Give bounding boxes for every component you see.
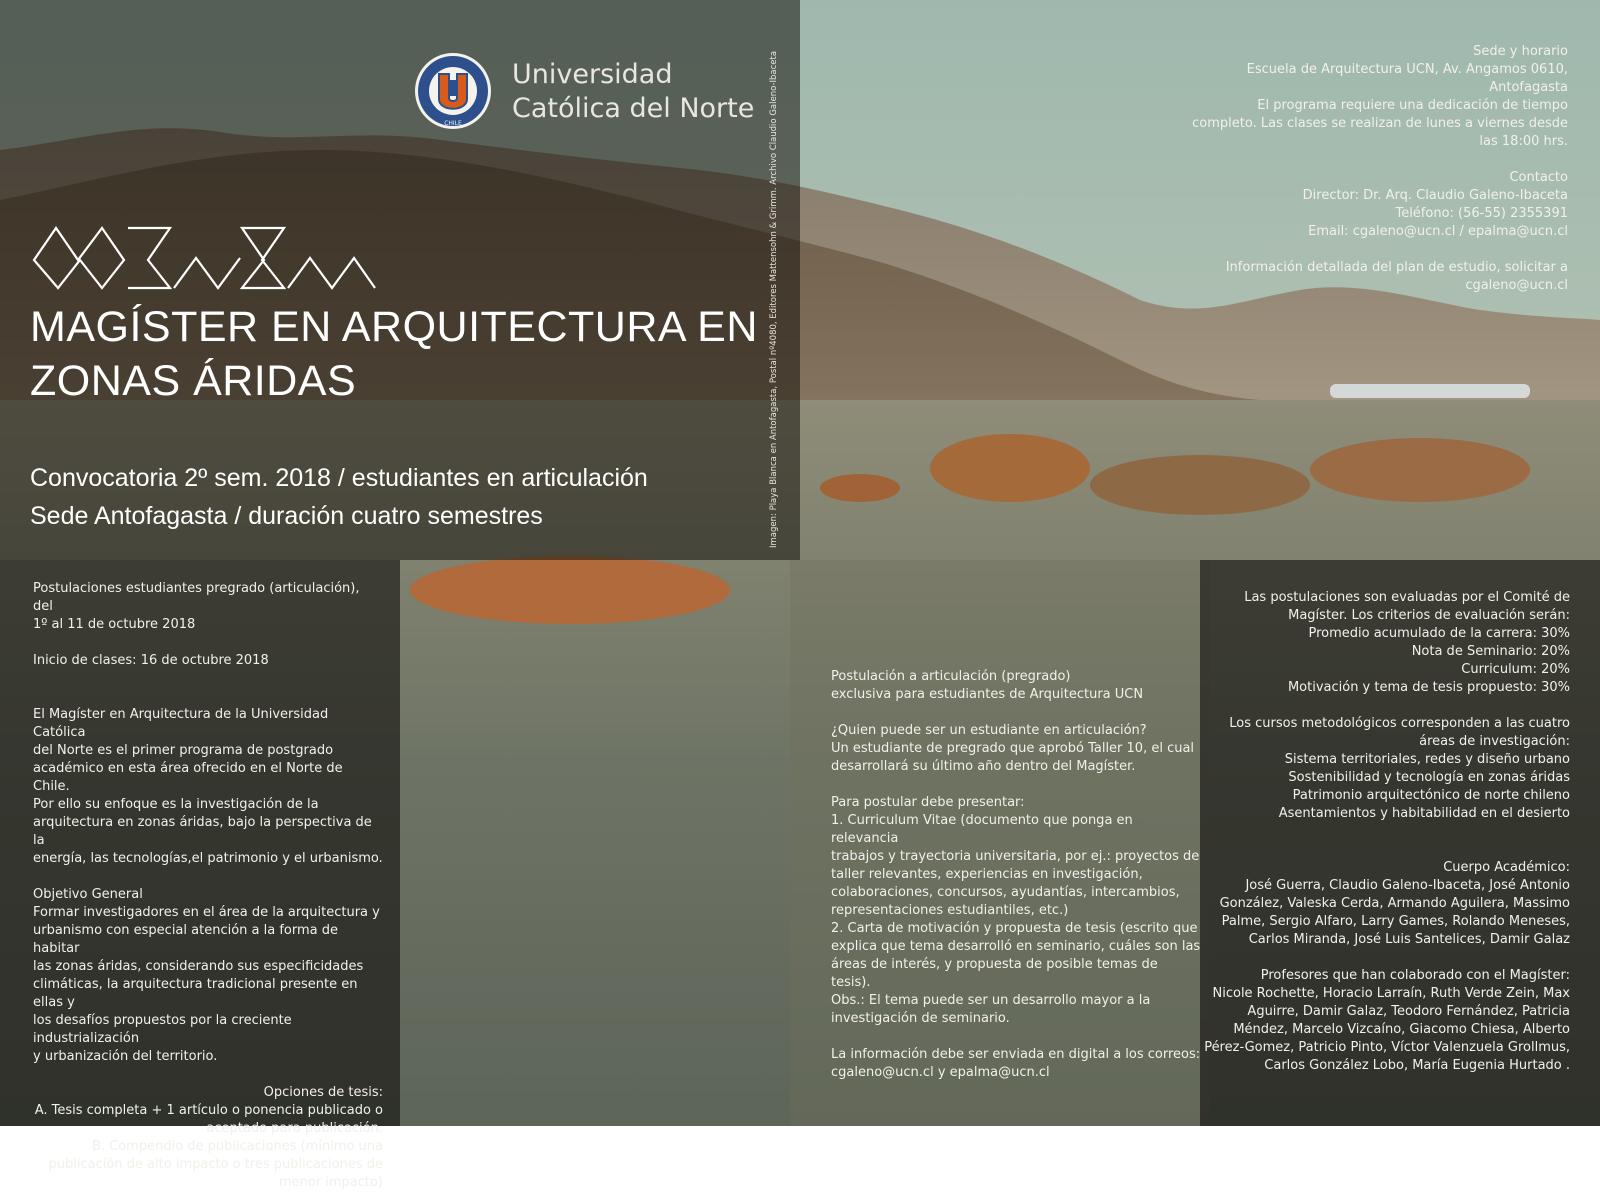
opciones-tesis <box>33 1084 383 1192</box>
university-name-line2: Católica del Norte <box>512 93 755 124</box>
criteria-item: Promedio acumulado de la carrera: 30% <box>1308 626 1570 641</box>
requirement-line: trabajos y trayectoria universitaria, por ej.: proyectos de <box>831 849 1200 864</box>
postulaciones-line1: Postulaciones estudiantes pregrado (articulación), del <box>33 581 360 614</box>
send-line2: cgaleno@ucn.cl y epalma@ucn.cl <box>831 1065 1050 1080</box>
requirement-line: colaboraciones, concursos, ayudantías, intercambios, <box>831 885 1180 900</box>
objetivo-line: urbanismo con especial atención a la forma de habitar <box>33 923 338 956</box>
contacto-director: Director: Dr. Arq. Claudio Galeno-Ibaceta <box>1302 188 1568 203</box>
cuerpo-line: Carlos Miranda, José Luis Santelices, Damir Galaz <box>1248 932 1570 947</box>
objetivo-line: Formar investigadores en el área de la arquitectura y <box>33 905 380 920</box>
send-line1: La información debe ser enviada en digital a los correos: <box>831 1047 1201 1062</box>
criteria-item: Motivación y tema de tesis propuesto: 30% <box>1287 680 1570 695</box>
requirement-line: 2. Carta de motivación y propuesta de tesis (escrito que <box>831 921 1198 936</box>
sede-address-line1: Escuela de Arquitectura UCN, Av. Angamos 0610, <box>1246 62 1568 77</box>
requirement-line: áreas de interés, y propuesta de posible temas de tesis). <box>831 957 1158 990</box>
contacto-phone: Teléfono: (56-55) 2355391 <box>1395 206 1568 221</box>
objetivo-line: los desafíos propuestos por la creciente industrialización <box>33 1013 292 1046</box>
university-seal-icon <box>414 52 492 130</box>
articulacion-answer-line2: desarrollará su último año dentro del Magíster. <box>831 759 1136 774</box>
opciones-heading: Opciones de tesis: <box>263 1085 383 1100</box>
requirement-line: 1. Curriculum Vitae (documento que ponga en relevancia <box>831 813 1133 846</box>
sede-schedule-line3: las 18:00 hrs. <box>1479 134 1568 149</box>
intro-line: académico en esta área ofrecido en el Norte de Chile. <box>33 761 343 794</box>
opciones-line: menor impacto) <box>278 1175 383 1190</box>
articulacion-heading-line2: exclusiva para estudiantes de Arquitectura UCN <box>831 687 1144 702</box>
profesores-line: Méndez, Marcelo Vizcaíno, Giacomo Chiesa, Alberto <box>1233 1022 1570 1037</box>
objetivo-line: y urbanización del territorio. <box>33 1049 218 1064</box>
profesores-line: Pérez-Gomez, Patricio Pinto, Víctor Valenzuela Grollmus, <box>1204 1040 1570 1055</box>
cuerpo-heading: Cuerpo Académico: <box>1443 860 1570 875</box>
subtitle-line2: Sede Antofagasta / duración cuatro semestres <box>30 502 543 530</box>
image-credit: Imagen: Playa Blanca en Antofagasta, Postal nº4080, Editores Mattensohn & Grimm. Archivo Claudio Galeno-Ibaceta <box>769 50 779 548</box>
area-item: Patrimonio arquitectónico de norte chileno <box>1292 788 1570 803</box>
sede-heading: Sede y horario <box>1473 44 1568 59</box>
contacto-info-line1: Información detallada del plan de estudio, solicitar a <box>1225 260 1568 275</box>
contacto-email: Email: cgaleno@ucn.cl / epalma@ucn.cl <box>1308 224 1568 239</box>
contacto-heading: Contacto <box>1509 170 1568 185</box>
criteria-item: Curriculum: 20% <box>1461 662 1570 677</box>
cuerpo-line: González, Valeska Cerda, Armando Aguilera, Massimo <box>1219 896 1570 911</box>
university-name-line1: Universidad <box>512 59 673 90</box>
criteria-item: Nota de Seminario: 20% <box>1411 644 1570 659</box>
requirement-line: investigación de seminario. <box>831 1011 1010 1026</box>
university-logo <box>414 52 759 132</box>
profesores-line: Nicole Rochette, Horacio Larraín, Ruth Verde Zein, Max <box>1212 986 1570 1001</box>
intro-line: arquitectura en zonas áridas, bajo la perspectiva de la <box>33 815 372 848</box>
area-item: Asentamientos y habitabilidad en el desierto <box>1278 806 1570 821</box>
articulacion-question: ¿Quien puede ser un estudiante en articulación? <box>831 723 1147 738</box>
middle-column <box>831 668 1201 1082</box>
title-line1: MAGÍSTER EN ARQUITECTURA EN <box>30 303 758 351</box>
maza-logo <box>32 222 377 292</box>
requirement-line: representaciones estudiantiles, etc.) <box>831 903 1069 918</box>
left-column <box>33 580 383 1192</box>
opciones-line: publicación de alto impacto o tres publicaciones de <box>48 1157 383 1172</box>
objetivo-line: las zonas áridas, considerando sus especificidades <box>33 959 364 974</box>
opciones-line: A. Tesis completa + 1 artículo o ponencia publicado o <box>34 1103 383 1118</box>
cuerpo-line: José Guerra, Claudio Galeno-Ibaceta, José Antonio <box>1245 878 1570 893</box>
intro-line: del Norte es el primer programa de postgrado <box>33 743 334 758</box>
opciones-line: aceptado para publicación. <box>206 1121 383 1136</box>
contacto-info-line2: cgaleno@ucn.cl <box>1465 278 1568 293</box>
evaluation-line1: Las postulaciones son evaluadas por el Comité de <box>1244 590 1570 605</box>
intro-line: El Magíster en Arquitectura de la Universidad Católica <box>33 707 329 740</box>
university-name <box>512 58 754 126</box>
intro-line: Por ello su enfoque es la investigación de la <box>33 797 319 812</box>
right-column <box>1180 589 1570 1075</box>
opciones-line: B. Compendio de publicaciones (mínimo una <box>91 1139 383 1154</box>
inicio-clases: Inicio de clases: 16 de octubre 2018 <box>33 653 269 668</box>
requirements-heading: Para postular debe presentar: <box>831 795 1025 810</box>
sede-address-line2: Antofagasta <box>1489 80 1568 95</box>
cuerpo-line: Palme, Sergio Alfaro, Larry Games, Rolando Meneses, <box>1221 914 1570 929</box>
area-item: Sostenibilidad y tecnología en zonas áridas <box>1288 770 1570 785</box>
title-line2: ZONAS ÁRIDAS <box>30 357 357 405</box>
profesores-line: Aguirre, Damir Galaz, Teodoro Fernández, Patricia <box>1247 1004 1570 1019</box>
subtitle-line1: Convocatoria 2º sem. 2018 / estudiantes en articulación <box>30 464 648 492</box>
program-title <box>30 300 770 408</box>
articulacion-answer-line1: Un estudiante de pregrado que aprobó Taller 10, el cual <box>831 741 1195 756</box>
articulacion-heading-line1: Postulación a articulación (pregrado) <box>831 669 1071 684</box>
area-item: Sistema territoriales, redes y diseño urbano <box>1284 752 1570 767</box>
objetivo-heading: Objetivo General <box>33 887 143 902</box>
svg-text:CHILE: CHILE <box>444 120 462 127</box>
requirement-line: Obs.: El tema puede ser un desarrollo mayor a la <box>831 993 1151 1008</box>
requirement-line: taller relevantes, experiencias en investigación, <box>831 867 1143 882</box>
sede-contacto-block <box>1140 43 1568 295</box>
requirement-line: explica que tema desarrolló en seminario, cuáles son las <box>831 939 1201 954</box>
profesores-heading: Profesores que han colaborado con el Magíster: <box>1260 968 1570 983</box>
program-subtitle <box>30 459 770 535</box>
profesores-line: Carlos González Lobo, María Eugenia Hurtado . <box>1264 1058 1570 1073</box>
intro-line: energía, las tecnologías,el patrimonio y el urbanismo. <box>33 851 383 866</box>
sede-schedule-line1: El programa requiere una dedicación de tiempo <box>1257 98 1568 113</box>
courses-line1: Los cursos metodológicos corresponden a las cuatro <box>1229 716 1570 731</box>
courses-line2: áreas de investigación: <box>1419 734 1570 749</box>
evaluation-line2: Magíster. Los criterios de evaluación serán: <box>1288 608 1570 623</box>
postulaciones-line2: 1º al 11 de octubre 2018 <box>33 617 196 632</box>
sede-schedule-line2: completo. Las clases se realizan de lunes a viernes desde <box>1192 116 1568 131</box>
objetivo-line: climáticas, la arquitectura tradicional presente en ellas y <box>33 977 358 1010</box>
